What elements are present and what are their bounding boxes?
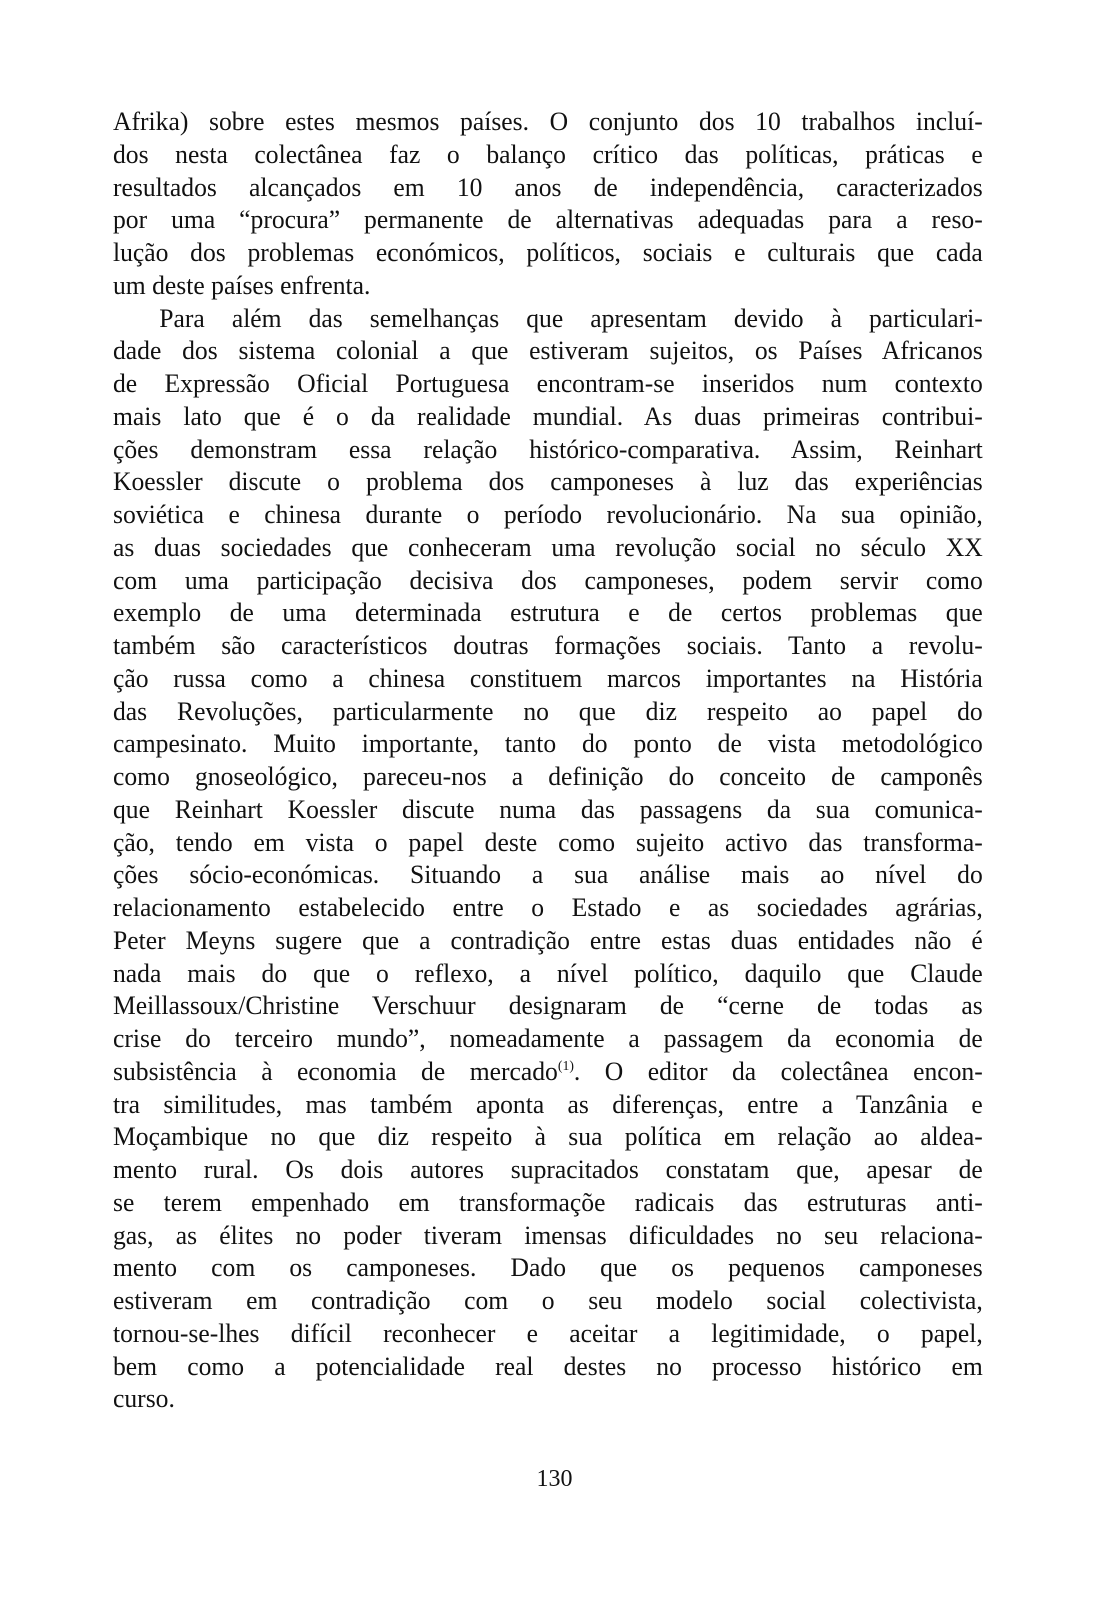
footnote-reference[interactable]: (1) (557, 1058, 574, 1074)
paragraph-1 (113, 106, 996, 303)
text-line: dade dos sistema colonial a que estiveram sujeitos, os Países Africanos (113, 336, 983, 366)
text-line: exemplo de uma determinada estrutura e de certos problemas que (113, 598, 983, 628)
text-line: ções sócio-económicas. Situando a sua análise mais ao nível do (113, 860, 983, 890)
text-line: Afrika) sobre estes mesmos países. O conjunto dos 10 trabalhos incluí- (113, 107, 983, 136)
text-line: gas, as élites no poder tiveram imensas dificuldades no seu relaciona- (113, 1220, 983, 1250)
text-line: como gnoseológico, pareceu-nos a definição do conceito de camponês (113, 762, 983, 791)
text-line: as duas sociedades que conheceram uma revolução social no século XX (113, 532, 983, 562)
text-line: lução dos problemas económicos, políticos, sociais e culturais que cada (113, 238, 983, 267)
text-line: tornou-se-lhes difícil reconhecer e aceitar a legitimidade, o papel, (113, 1318, 983, 1348)
text-line: estiveram em contradição com o seu modelo social colectivista, (113, 1286, 983, 1315)
text-line: ção, tendo em vista o papel deste como sujeito activo das transforma- (113, 827, 983, 857)
text-line: crise do terceiro mundo”, nomeadamente a passagem da economia de (113, 1024, 983, 1053)
text-line: curso. (113, 1384, 175, 1414)
text-line: mais lato que é o da realidade mundial. As duas primeiras contribui- (113, 401, 983, 431)
page-number: 130 (536, 1466, 573, 1492)
text-line: resultados alcançados em 10 anos de independência, caracterizados (113, 172, 983, 202)
text-line: soviética e chinesa durante o período revolucionário. Na sua opinião, (113, 500, 983, 529)
text-segment: . O editor da colectânea encon- (573, 1056, 983, 1086)
document-page (113, 106, 996, 1416)
text-line: Koessler discute o problema dos camponeses à luz das experiências (113, 467, 983, 497)
text-line: mento rural. Os dois autores supracitados constatam que, apesar de (113, 1155, 983, 1184)
text-line: dos nesta colectânea faz o balanço crítico das políticas, práticas e (113, 139, 983, 169)
text-line: ção russa como a chinesa constituem marcos importantes na História (113, 663, 983, 693)
text-line: Moçambique no que diz respeito à sua política em relação ao aldea- (113, 1122, 983, 1152)
text-line: tra similitudes, mas também aponta as diferenças, entre a Tanzânia e (113, 1089, 983, 1119)
text-line: campesinato. Muito importante, tanto do ponto de vista metodológico (113, 729, 983, 759)
text-line: das Revoluções, particularmente no que diz respeito ao papel do (113, 696, 983, 726)
text-line: de Expressão Oficial Portuguesa encontram-se inseridos num contexto (113, 369, 983, 398)
text-line: por uma “procura” permanente de alternativas adequadas para a reso- (113, 205, 983, 235)
text-line: Para além das semelhanças que apresentam devido à particulari- (159, 303, 983, 333)
text-line: Meillassoux/Christine Verschuur designaram de “cerne de todas as (113, 991, 983, 1021)
text-line: que Reinhart Koessler discute numa das passagens da sua comunica- (113, 794, 983, 824)
text-line: também são característicos doutras formações sociais. Tanto a revolu- (113, 631, 983, 660)
text-line: se terem empenhado em transformaçõe radicais das estruturas anti- (113, 1187, 983, 1217)
text-line: com uma participação decisiva dos camponeses, podem servir como (113, 565, 983, 595)
text-line: nada mais do que o reflexo, a nível político, daquilo que Claude (113, 958, 983, 988)
text-line: relacionamento estabelecido entre o Estado e as sociedades agrárias, (113, 893, 983, 922)
text-line: um deste países enfrenta. (113, 270, 371, 300)
text-line: Peter Meyns sugere que a contradição entre estas duas entidades não é (113, 925, 983, 955)
text-line: mento com os camponeses. Dado que os pequenos camponeses (113, 1253, 983, 1283)
text-segment: subsistência à economia de mercado (113, 1056, 558, 1086)
text-line-with-footnote (113, 1056, 983, 1089)
text-line: ções demonstram essa relação histórico-comparativa. Assim, Reinhart (113, 434, 983, 464)
text-line: bem como a potencialidade real destes no processo histórico em (113, 1351, 983, 1381)
paragraph-2 (113, 303, 996, 1417)
